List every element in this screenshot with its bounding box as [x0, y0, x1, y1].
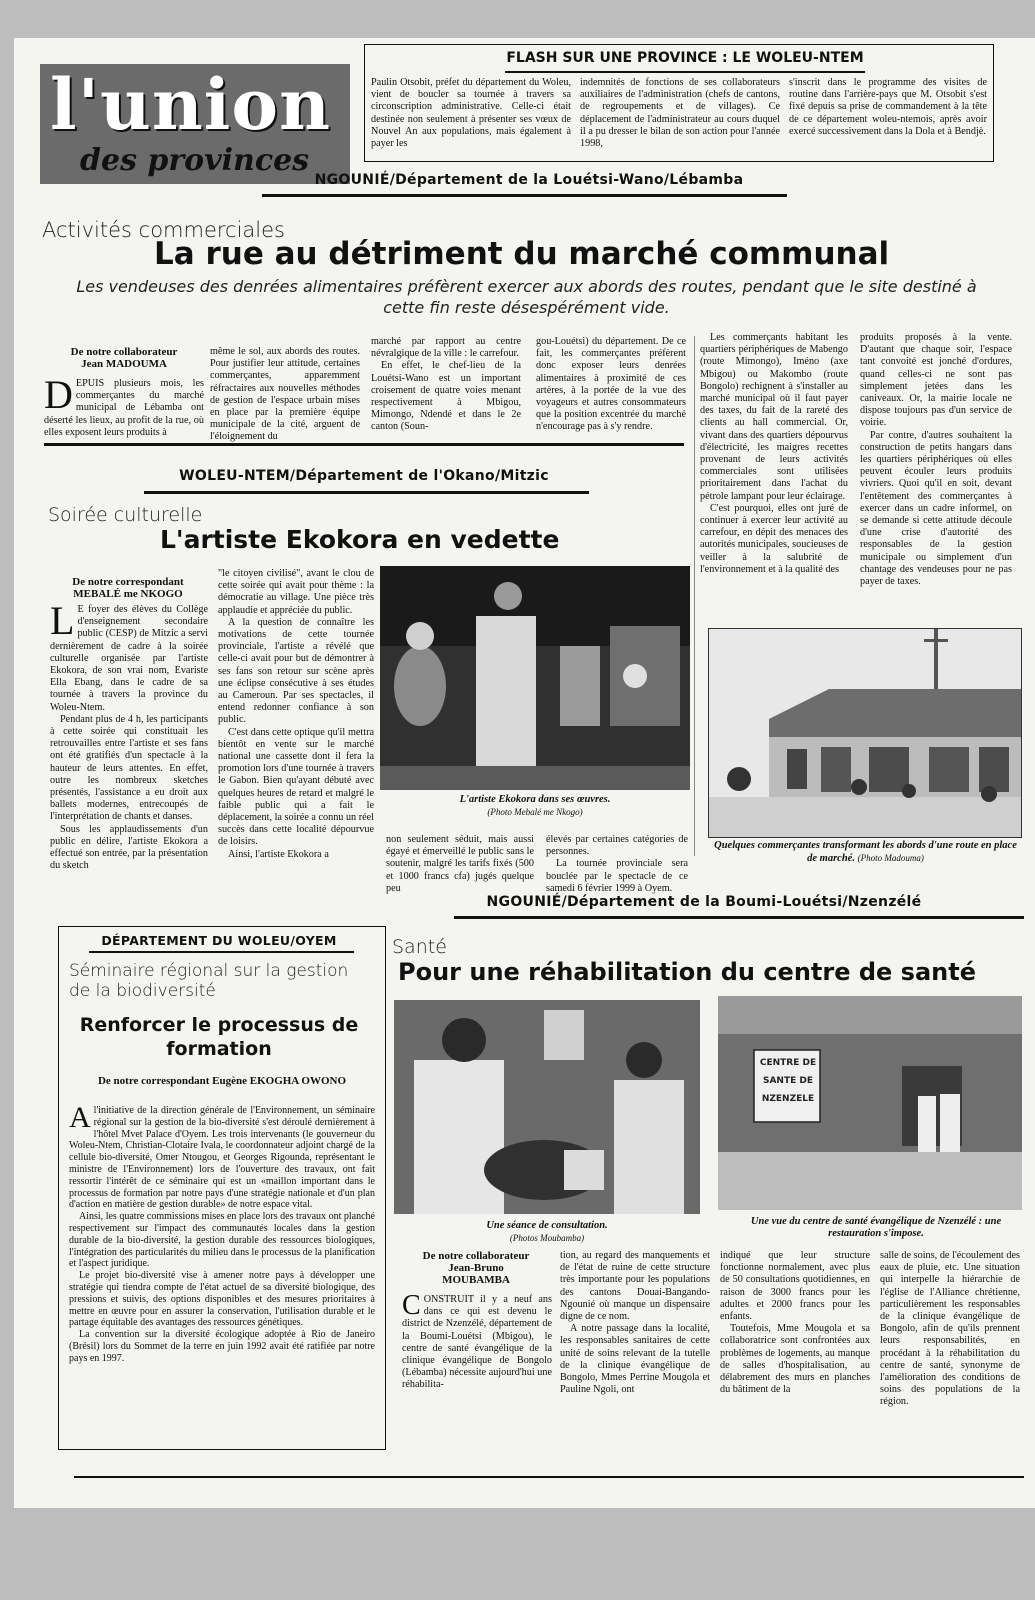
article1-col-5 — [700, 332, 848, 576]
article2-byline-2: MEBALÉ me NKOGO — [73, 588, 183, 600]
market-caption-text: Quelques commerçantes transformant les abords d'une route en place de marché. — [714, 840, 1017, 864]
flash-col-3: s'inscrit dans le programme des visites de routine dans l'arrière-pays que M. Otsobit s'est fixé depuis sa prise de commandement à la tête de ce département woleu-ntemois, après avoir exercé successivement dans la Dola et à Bendjè. — [789, 77, 987, 137]
article1-dropcap: D — [44, 372, 73, 417]
article4-byline-3: MOUBAMBA — [442, 1274, 510, 1286]
consultation-credit: (Photos Moubamba) — [509, 1233, 585, 1243]
article4-byline-1: De notre collaborateur — [422, 1250, 530, 1262]
article1-col-6 — [860, 332, 1012, 588]
masthead-subtitle: des provinces — [80, 143, 310, 178]
article3-headline: Renforcer le processus de formation — [79, 1014, 359, 1060]
article1-col-2: même le sol, aux abords des routes. Pour justifier leur attitude, certaines commerçantes, apparemment réfractaires aux nouvelles méthodes de gestion de l'espace urbain mises en place par la première équipe municipale de la cité, arguent de l'éloignement du — [210, 346, 360, 443]
health-center-caption: Une vue du centre de santé évangélique de Nzenzélé : une restauration s'impose. — [750, 1216, 1002, 1239]
article4-headline: Pour une réhabilitation du centre de santé — [398, 958, 976, 986]
article4-kicker: Santé — [392, 936, 447, 958]
market-photo — [708, 628, 1022, 838]
article3-box — [58, 926, 386, 1450]
article2-col-2c: C'est dans cette optique qu'il mettra bientôt en vente sur le marché national une cassette dont il fera la promotion lors d'une tournée à travers le Gabon. Bien qu'ayant débuté avec quelques heures de retard et malgré le faible public qui a fait le déplacement, la soirée a connu un réel succès dans cette localité dépourvue de loisirs. — [218, 726, 374, 848]
article2-col-4 — [546, 834, 688, 895]
article1-col-3 — [371, 336, 521, 434]
article3-dropcap: A — [69, 1101, 91, 1134]
article1-col-4: gou-Louétsi) du département. De ce fait, les commerçantes préfèrent donc exposer leurs denrées alimentaires à proximité de ces artères, à la portée de la vue des voyageurs et autres consommateurs que la position excentrée du marché n'encourage pas à s'y rendre. — [536, 336, 686, 433]
article4-col-1 — [402, 1290, 552, 1392]
article1-deck: Les vendeuses des denrées alimentaires préfèrent exercer aux abords des routes, pendant que le site destiné à cette fin reste désespérément vide. — [76, 277, 977, 317]
article1-col-6a: produits proposés à la vente. D'autant que chaque soir, l'espace tant convoité est jonché d'ordures, quand celles-ci ne sont pas simplement jetées dans les caniveaux. Or, la mairie locale ne dispose toujours pas d'un service de voirie. — [860, 332, 1012, 429]
article4-dropcap: C — [402, 1290, 421, 1321]
market-caption — [708, 840, 1023, 865]
article2-col-2b: A la question de connaître les motivations de cette tournée provinciale, l'artiste a révélé que celle-ci avait pour but de démontrer à ses fans son retour sur scène après une éclipse consécutive à ses études au Cameroun. Par ses spectacles, il entend redonner confiance à son public. — [218, 616, 374, 726]
article2-kicker: Soirée culturelle — [48, 504, 203, 526]
article2-headline: L'artiste Ekokora en vedette — [160, 525, 560, 554]
consultation-scene — [394, 1000, 700, 1214]
article2-dropcap: L — [50, 598, 75, 643]
masthead — [40, 64, 350, 184]
article2-col-3: non seulement séduit, mais aussi égayé et émerveillé le public sans le soutenir, malgré les tarifs fixés (500 et 1000 francs cfa) jugés quelque peu — [386, 834, 534, 894]
article3-para-4: La convention sur la diversité écologique adoptée à Rio de Janeiro (Brésil) lors du Sommet de la terre en juin 1992 avait été ratifiée par notre pays en 1997. — [69, 1329, 375, 1364]
article2-col-4b: La tournée provinciale sera bouclée par le spectacle de ce samedi 6 février 1999 à Oyem. — [546, 858, 688, 894]
article2-section: WOLEU-NTEM/Département de l'Okano/Mitzic — [179, 468, 549, 484]
article1-col-5a: Les commerçants habitant les quartiers périphériques de Mabengo (route Mimongo), Iméno (axe Mbigou) ou Makombo (route Bongolo) rechignent à s'installer au marché municipal où il faut payer des taxes, du fait de la rareté des clients au hall commercial. Or, vivant dans des quartiers dépourvus d'électricité, les maigres recettes provenant de leurs activités commerciales sont utilisées prioritairement dans l'achat du pétrole lampant pour leur éclairage. — [700, 332, 848, 502]
market-credit: (Photo Madouma) — [857, 853, 924, 863]
consultation-caption-text: Une séance de consultation. — [486, 1220, 608, 1231]
consultation-caption — [394, 1220, 700, 1244]
article4-col-2 — [560, 1250, 710, 1396]
article4-section: NGOUNIÉ/Département de la Boumi-Louétsi/Nzenzélé — [486, 894, 922, 910]
article2-col-1b: Pendant plus de 4 h, les participants à cette soirée qui constituait les retrouvailles entre l'artiste et ses fans ont été gratifiés d'un spectacle à la hauteur de leurs attentes. En effet, outre les nombreux sketches présentés, l'assistance a eu droit aux ballets modernes, entrecoupés de l'interprétation de chants et danses. — [50, 713, 208, 823]
health-center-sign: CENTRE DE SANTE DE NZENZELE — [759, 1058, 817, 1104]
article2-col-4a: élevés par certaines catégories de personnes. — [546, 834, 688, 858]
article2-byline-1: De notre correspondant — [72, 576, 184, 588]
article4-col-2b: A notre passage dans la localité, les responsables sanitaires de cette unité de soins relevant de la tutelle de la clinique évangélique de Bongolo, Mmes Perrine Mougola et Pauline Ngoli, ont — [560, 1323, 710, 1396]
article4-col-3 — [720, 1250, 870, 1396]
ekokora-photo — [380, 566, 690, 790]
article1-byline — [44, 346, 204, 370]
article3-kicker: Séminaire régional sur la gestion de la biodiversité — [69, 961, 349, 1001]
article3-section: DÉPARTEMENT DU WOLEU/OYEM — [101, 933, 337, 948]
article1-byline-2: Jean MADOUMA — [81, 358, 167, 370]
masthead-title: l'union — [50, 63, 331, 146]
consultation-photo — [394, 1000, 700, 1214]
article2-col-2d: Ainsi, l'artiste Ekokora a — [228, 848, 329, 860]
ekokora-caption-text: L'artiste Ekokora dans ses œuvres. — [459, 794, 611, 805]
article4-col-1-text: ONSTRUIT il y a neuf ans dans ce qui est devenu le district de Nzenzélé, département de la Boumi-Louétsi (Mbigou), le centre de santé évangélique de la clinique évangélique de Bongolo (Lébamba) nécessite aujourd'hui une réhabilita- — [402, 1294, 552, 1391]
article1-section: NGOUNIÉ/Département de la Louétsi-Wano/Lébamba — [314, 172, 744, 188]
article3-para-1: l'initiative de la direction générale de l'Environnement, un séminaire régional sur la gestion de la bio-diversité s'est déroulé dernièrement à l'hôtel Mvet Palace d'Oyem. Les trois intervenants (le gouverneur du Woleu-Ntem, Christian-Clotaire Ivala, le coordonnateur adjoint chargé de la cellule bio-diversité, Omer Ntougou, et Georges Rigounda, représentant le ministre de l'Environnement) lors de l'ouverture des travaux, ont fait ressortir l'intérêt de ce séminaire qui est un «maillon important dans le processus de formation par notre pays d'une stratégie nationale et d'un plan d'action en matière de gestion durable» de notre espace vital. — [69, 1105, 375, 1211]
article2-col-2 — [218, 568, 374, 861]
article3-para-2: Ainsi, les quatre commissions mises en place lors des travaux ont planché respectivement sur l'impact des communautés locales dans la gestion durable de la bio-diversité, la gestion durable des ressources biologiques, l'intégration des particularités du milieu dans le processus de la planification et l'aspect juridique. — [69, 1211, 375, 1270]
article4-col-4: salle de soins, de l'écoulement des eaux de pluie, etc. Une situation qui interpelle la hiérarchie de l'église de l'Alliance chrétienne, particulièrement les responsables de la clinique évangélique de Bongolo, afin de qu'ils prennent leurs responsabilités, en procédant à la réhabilitation du centre de santé, synonyme de l'amélioration des conditions de soins des populations de la région. — [880, 1250, 1020, 1408]
flash-header: FLASH SUR UNE PROVINCE : LE WOLEU-NTEM — [506, 50, 864, 66]
newspaper-page — [14, 38, 1035, 1508]
article4-byline — [400, 1250, 552, 1286]
article2-col-2a: "le citoyen civilisé", avant le clou de cette soirée qui avait pour thème : la démocratie au village. Une pièce très applaudie et appréciée du public. — [218, 568, 374, 616]
article4-col-3b: Toutefois, Mme Mougola et sa collaboratrice sont confrontées aux problèmes de logements, au manque de salles d'hospitalisation, au délabrement des murs en planches du bâtiment de la — [720, 1323, 870, 1396]
article4-byline-2: Jean-Bruno — [448, 1262, 504, 1274]
ekokora-scene — [380, 566, 690, 790]
flash-col-2: indemnités de fonctions de ses collaborateurs auxiliaires de l'administration (chefs de cantons, de regroupements et de villages). Ce déplacement de l'administrateur au cours duquel il a pu dresser le bilan de son action pour l'année 1998, — [580, 77, 780, 150]
article1-col-6b: Par contre, d'autres souhaitent la construction de petits hangars dans les quartiers périphériques où elles peuvent écouler leurs produits vivriers. Quoi qu'il en soit, devant l'entêtement des commerçantes à exercer dans un cadre informel, on se demande si cette attitude découle d'une crise d'autorité des responsables de la gestion municipale ou simplement d'un chantage des vendeuses pour ne pas payer de taxes. — [860, 429, 1012, 588]
article3-byline: De notre correspondant Eugène EKOGHA OWONO — [97, 1075, 346, 1087]
article1-col-3a: marché par rapport au centre névralgique de la ville : le carrefour. — [371, 336, 521, 360]
article1-col-3b: En effet, le chef-lieu de la Louétsi-Wano est un important croisement de quatre voies menant respectivement à Mbigou, Mimongo, Ndendé et dans le 2e canton (Soun- — [371, 360, 521, 433]
article4-col-3a: indiqué que leur structure fonctionne normalement, avec plus de 50 consultations quotidiennes, en raison de 3000 francs pour les adultes et 2000 francs pour les enfants. — [720, 1250, 870, 1323]
market-scene — [709, 629, 1021, 837]
ekokora-caption — [380, 794, 690, 818]
flash-col-1: Paulin Otsobit, préfet du département du Woleu, vient de boucler sa tournée à travers sa circonscription administrative. Celle-ci était destinée non seulement à présenter ses vœux de Nouvel An aux populations, mais également à payer les — [371, 77, 571, 150]
article1-kicker: Activités commerciales — [42, 218, 285, 242]
article2-col-1 — [50, 598, 208, 872]
article1-byline-1: De notre collaborateur — [70, 346, 178, 358]
article1-col-1 — [44, 372, 204, 439]
article2-col-1c: Sous les applaudissements d'un public en délire, l'artiste Ekokora a effectué son entrée, par la présentation du sketch — [50, 823, 208, 872]
article1-headline: La rue au détriment du marché communal — [154, 236, 890, 272]
article3-para-3: Le projet bio-diversité vise à amener notre pays à développer une stratégie qui tiendra compte de l'état actuel de sa diversité biologique, des pressions et suivis, des options disponibles et des mesures prioritaires à mettre en œuvre pour en assurer la conservation, l'utilisation durable et le partage équitable des avantages des ressources génétiques. — [69, 1270, 375, 1329]
article2-byline — [50, 576, 206, 600]
health-center-photo — [718, 996, 1022, 1210]
article1-col-5b: C'est pourquoi, elles ont juré de continuer à exercer leur activité au carrefour, en dépit des menaces des autorités municipales, soucieuses de veiller à la salubrité de l'environnement et à la qualité des — [700, 502, 848, 575]
article1-col-1-text: EPUIS plusieurs mois, les commerçantes du marché municipal de Lébamba ont déserté les lieux, au profit de la rue, où elles exposent leurs produits à — [44, 378, 204, 438]
flash-box — [364, 44, 994, 162]
article3-body — [69, 1101, 375, 1365]
article4-col-2a: tion, au regard des manquements et de l'état de ruine de cette structure très importante pour les populations des cantons Douai-Bangando-Ngounié où manque un dispensaire digne de ce nom. — [560, 1250, 710, 1323]
article2-col-1a: E foyer des élèves du Collège d'enseignement secondaire public (CESP) de Mitzic a servi dernièrement de cadre à la soirée culturelle organisée par l'artiste Ekokora, de son vrai nom, Evariste Ella Ebang, dans le cadre de sa tournée à travers la province du Woleu-Ntem. — [50, 604, 208, 713]
ekokora-credit: (Photo Mebalé me Nkogo) — [487, 807, 583, 817]
